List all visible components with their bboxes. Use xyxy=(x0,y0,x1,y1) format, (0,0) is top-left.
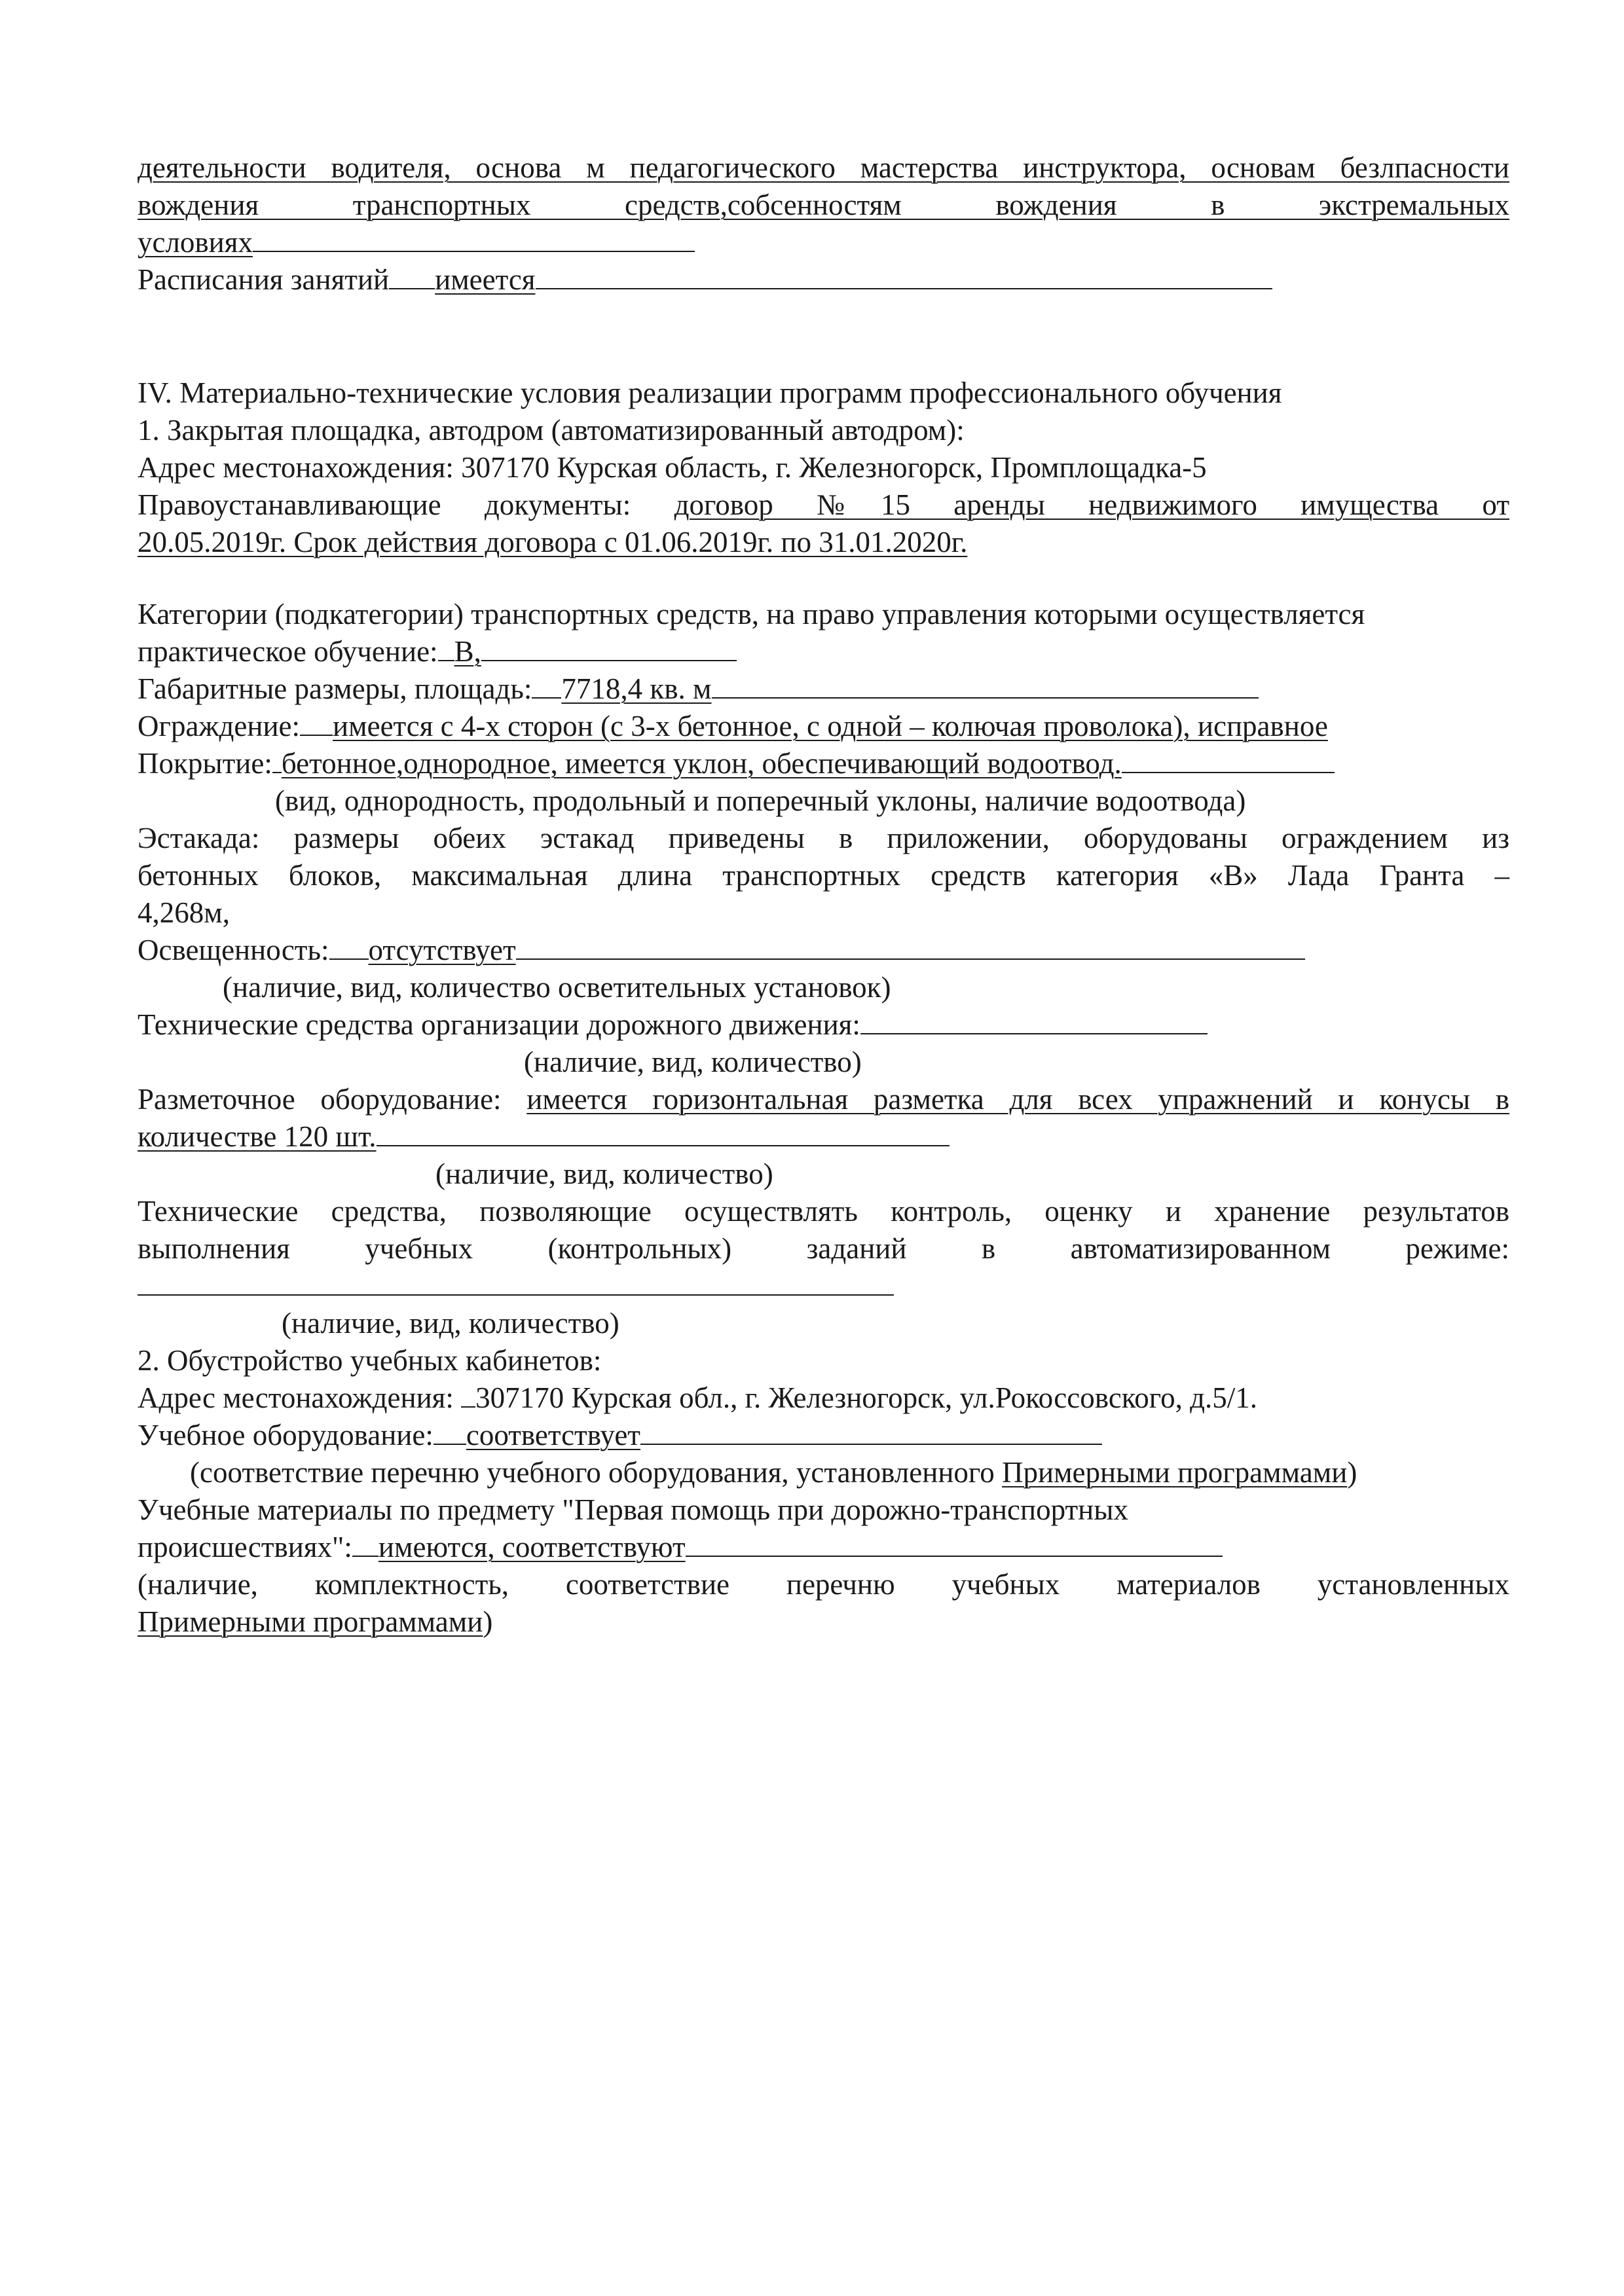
marking-value-2: количестве 120 шт. xyxy=(138,1120,377,1153)
section4-heading xyxy=(138,374,1282,412)
schedule-blank-pre xyxy=(389,288,435,289)
equipment-row xyxy=(138,1417,1102,1454)
equipment-hint-link: Примерными программами xyxy=(1001,1456,1348,1489)
equipment-label: Учебное оборудование: xyxy=(138,1419,434,1451)
lighting-row xyxy=(138,932,1305,969)
section3-line-3-text: условиях xyxy=(138,226,253,259)
categories-row-1 xyxy=(138,596,1365,633)
fence-blank-pre xyxy=(300,735,333,736)
materials-hint-text: (наличие, комплектность, соответствие перечню учебных материалов установленных xyxy=(138,1568,1509,1601)
rooms-address-value: 307170 Курская обл., г. Железногорск, ул.Рокоссовского, д.5/1. xyxy=(475,1381,1258,1414)
fence-label: Ограждение: xyxy=(138,710,301,742)
docs-value-2: 20.05.2019г. Срок действия договора с 01.06.2019г. по 31.01.2020г. xyxy=(138,526,968,558)
marking-blank xyxy=(377,1145,950,1146)
materials-hint-row-1 xyxy=(138,1566,1509,1603)
dims-row xyxy=(138,670,1259,708)
materials-blank-post xyxy=(686,1556,1223,1557)
traffic-hint xyxy=(524,1044,862,1081)
surface-blank-post xyxy=(1122,772,1335,773)
materials-row-2 xyxy=(138,1529,1223,1566)
categories-blank-pre xyxy=(438,660,454,661)
overpass-line-2: бетонных блоков, максимальная длина транспортных средств категория «В» Лада Гранта – xyxy=(138,859,1509,892)
control-line-2: выполнения учебных (контрольных) заданий в автоматизированном режиме: xyxy=(138,1232,1509,1265)
lighting-label: Освещенность: xyxy=(138,934,329,966)
materials-line-1: Учебные материалы по предмету "Первая помощь при дорожно-транспортных xyxy=(138,1493,1128,1526)
equipment-blank-post xyxy=(640,1444,1102,1445)
docs-label: Правоустанавливающие документы: xyxy=(138,488,631,521)
marking-value-1: имеется горизонтальная разметка для всех упражнений и конусы в xyxy=(526,1083,1509,1116)
equipment-blank-pre xyxy=(434,1444,466,1445)
control-hint xyxy=(282,1305,619,1342)
marking-row-2 xyxy=(138,1118,950,1156)
materials-hint-close: ) xyxy=(483,1605,493,1638)
dims-blank-post xyxy=(712,697,1259,699)
materials-row-1 xyxy=(138,1491,1128,1529)
surface-row xyxy=(138,745,1335,782)
surface-label: Покрытие: xyxy=(138,747,272,780)
materials-label: происшествиях": xyxy=(138,1531,352,1563)
materials-blank-pre xyxy=(352,1556,378,1557)
item2-title xyxy=(138,1342,601,1379)
docs-row-2 xyxy=(138,524,967,561)
docs-row-1 xyxy=(138,486,1509,524)
fence-row xyxy=(138,708,1328,745)
docs-value-1: договор №15 аренды недвижимого имущества от xyxy=(674,488,1509,521)
overpass-row-3 xyxy=(138,894,230,932)
categories-value: В, xyxy=(454,635,481,668)
schedule-value: имеется xyxy=(435,263,536,296)
traffic-hint-text: (наличие, вид, количество) xyxy=(524,1046,862,1078)
section3-line-2-text: вождения транспортных средств,собсенностям вождения в экстремальных xyxy=(138,189,1509,221)
equipment-hint-text: (соответствие перечню учебного оборудования, установленного xyxy=(190,1456,995,1489)
surface-hint xyxy=(275,782,1246,820)
overpass-line-1: Эстакада: размеры обеих эстакад приведены в приложении, оборудованы ограждением из xyxy=(138,822,1509,854)
dims-blank-pre xyxy=(532,697,561,699)
marking-hint xyxy=(435,1156,773,1193)
materials-value: имеются, соответствуют xyxy=(378,1531,686,1563)
marking-row-1 xyxy=(138,1081,1509,1118)
control-row-1 xyxy=(138,1193,1509,1230)
surface-hint-text: (вид, однородность, продольный и поперечный уклоны, наличие водоотвода) xyxy=(275,784,1246,817)
traffic-row xyxy=(138,1006,1208,1044)
lighting-hint xyxy=(223,969,891,1006)
overpass-row-1 xyxy=(138,820,1509,857)
dims-label: Габаритные размеры, площадь: xyxy=(138,672,532,705)
categories-blank-post xyxy=(481,660,737,661)
equipment-hint-close: ) xyxy=(1347,1456,1357,1489)
traffic-label: Технические средства организации дорожного движения: xyxy=(138,1008,860,1041)
control-line-1: Технические средства, позволяющие осуществлять контроль, оценку и хранение результатов xyxy=(138,1195,1509,1228)
item1-title-text: 1. Закрытая площадка, автодром (автоматизированный автодром): xyxy=(138,414,965,446)
categories-line-1: Категории (подкатегории) транспортных средств, на право управления которыми осуществляется xyxy=(138,598,1365,630)
schedule-row xyxy=(138,261,1272,299)
traffic-blank xyxy=(860,1033,1208,1034)
control-blank xyxy=(138,1268,894,1296)
marking-hint-text: (наличие, вид, количество) xyxy=(435,1157,773,1190)
marking-label: Разметочное оборудование: xyxy=(138,1083,502,1116)
categories-label: практическое обучение: xyxy=(138,635,438,668)
section3-line-3-blank xyxy=(253,251,695,252)
section3-line-1-text: деятельности водителя, основа м педагогического мастерства инструктора, основам безлпасности xyxy=(138,151,1509,184)
rooms-address-label: Адрес местонахождения: xyxy=(138,1381,454,1414)
address-line-text: Адрес местонахождения: 307170 Курская область, г. Железногорск, Промплощадка-5 xyxy=(138,451,1207,484)
equipment-value: соответствует xyxy=(466,1419,640,1451)
item1-title xyxy=(138,412,965,449)
control-row-3 xyxy=(138,1267,894,1305)
section3-line-1 xyxy=(138,149,1509,187)
overpass-line-3: 4,268м, xyxy=(138,896,230,929)
materials-hint-link: Примерными программами xyxy=(138,1605,483,1638)
address-line xyxy=(138,449,1207,486)
control-hint-text: (наличие, вид, количество) xyxy=(282,1307,619,1339)
equipment-hint xyxy=(190,1454,1357,1491)
schedule-label: Расписания занятий xyxy=(138,263,390,296)
lighting-hint-text: (наличие, вид, количество осветительных установок) xyxy=(223,971,891,1004)
rooms-address-blank xyxy=(461,1406,475,1408)
dims-value: 7718,4 кв. м xyxy=(561,672,712,705)
lighting-value: отсутствует xyxy=(368,934,516,966)
surface-blank-pre xyxy=(272,772,282,773)
control-row-2 xyxy=(138,1230,1509,1267)
surface-value: бетонное,однородное, имеется уклон, обеспечивающий водоотвод. xyxy=(281,747,1122,780)
overpass-row-2 xyxy=(138,857,1509,894)
section3-line-2 xyxy=(138,187,1509,224)
lighting-blank-pre xyxy=(329,958,369,960)
fence-value: имеется с 4-х сторон (с 3-х бетонное, с одной – колючая проволока), исправное xyxy=(333,710,1328,742)
rooms-address-row xyxy=(138,1379,1257,1417)
section3-line-3 xyxy=(138,224,695,261)
section4-heading-text: IV. Материально-технические условия реализации программ профессионального обучения xyxy=(138,376,1282,409)
schedule-blank-post xyxy=(536,288,1272,289)
lighting-blank-post xyxy=(516,958,1305,960)
materials-hint-row-2 xyxy=(138,1603,492,1641)
item2-title-text: 2. Обустройство учебных кабинетов: xyxy=(138,1344,602,1377)
categories-row-2 xyxy=(138,633,737,670)
